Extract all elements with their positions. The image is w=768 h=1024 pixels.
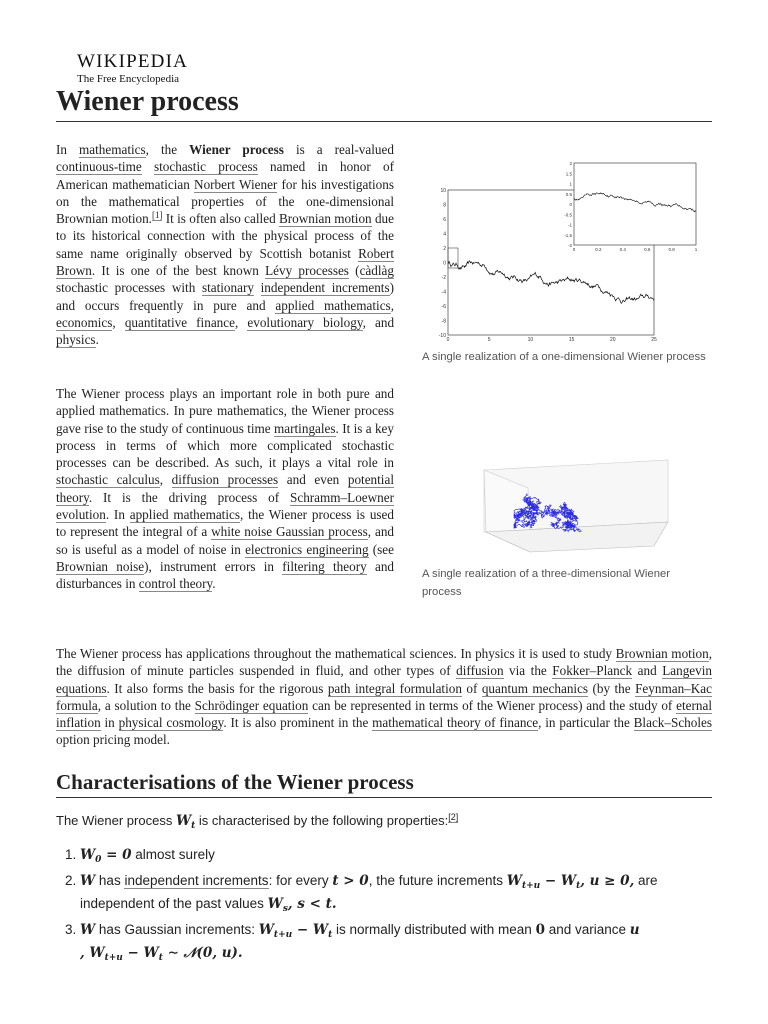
link-mathematical-finance[interactable]: mathematical theory of finance bbox=[372, 715, 539, 731]
tick-label: 0 bbox=[446, 337, 450, 343]
tick-label: -4 bbox=[441, 289, 446, 296]
tick-label: 0 bbox=[443, 260, 446, 267]
tick-label: -0.5 bbox=[564, 212, 572, 218]
wikipedia-logo[interactable] bbox=[77, 52, 188, 86]
math-mean-0: 0 bbox=[535, 921, 545, 938]
math-wt: $W_t$ bbox=[175, 813, 196, 831]
tick-label: 0.8 bbox=[668, 247, 675, 252]
math-u: u bbox=[629, 921, 640, 938]
link-physical-cosmology[interactable]: physical cosmology bbox=[118, 715, 224, 731]
tick-label: 1 bbox=[694, 247, 698, 252]
plot-3d-wiener bbox=[422, 450, 712, 560]
tick-label: 0 bbox=[569, 202, 572, 207]
tick-label: 0.6 bbox=[644, 247, 651, 252]
math-w: W bbox=[80, 872, 96, 889]
link-electronics-engineering[interactable]: electronics engineering bbox=[245, 541, 369, 557]
property-3: 3. W has Gaussian increments: $W_{t+u} - W_t$ is normally distributed with mean 0 and variance u , $W_{t+u} - W_t$ ∼ 𝒩(0, u). bbox=[80, 921, 720, 968]
link-schramm-loewner-evolution[interactable]: Schramm–Loewner evolution bbox=[56, 489, 394, 523]
role-paragraph: The Wiener process plays an important role in both pure and applied mathematics. In pure mathematics, the Wiener process gave rise to the study of continuous time martingales. It is a key process in terms of which more complicated stochastic processes can be described. As such, it plays a vital role in stochastic calculus, diffusion processes and even potential theory. It is the driving process of Schramm–Loewner evolution. In applied mathematics, the Wiener process is used to represent the integral of a white noise Gaussian process, and so is useful as a model of noise in electronics engineering (see Brownian noise), instrument errors in filtering theory and disturbances in control theory. bbox=[56, 386, 395, 592]
tick-label: -1 bbox=[567, 222, 572, 228]
link-applied-mathematics[interactable]: applied mathematics bbox=[275, 297, 391, 313]
link-white-noise[interactable]: white noise Gaussian process bbox=[211, 524, 368, 540]
link-mathematics[interactable]: mathematics bbox=[79, 142, 146, 157]
math-increment: $W_{t+u} - W_t$, u ≥ 0, bbox=[506, 872, 635, 891]
link-evolutionary-biology[interactable]: evolutionary biology bbox=[247, 314, 363, 330]
link-control-theory[interactable]: control theory bbox=[138, 576, 213, 592]
link-brownian-motion-2[interactable]: Brownian motion bbox=[615, 646, 709, 661]
tick-label: 25 bbox=[651, 337, 657, 343]
link-fokker-planck[interactable]: Fokker–Planck bbox=[552, 663, 633, 679]
link-stochastic-calculus[interactable]: stochastic calculus bbox=[56, 472, 160, 488]
math-w-2: W bbox=[80, 921, 96, 938]
tick-label: -8 bbox=[441, 318, 446, 325]
link-quantum-mechanics[interactable]: quantum mechanics bbox=[481, 680, 589, 696]
main-y-ticks bbox=[439, 188, 446, 339]
math-gaussian-increment: $W_{t+u} - W_t$ bbox=[258, 921, 333, 940]
link-physics[interactable]: physics bbox=[56, 332, 96, 348]
link-feynman-kac-formula[interactable]: Feynman–Kac formula bbox=[56, 680, 712, 713]
link-independent-increments-2[interactable]: independent increments bbox=[124, 872, 269, 888]
tick-label: 0.5 bbox=[565, 191, 572, 197]
wikipedia-tagline: The Free Encyclopedia bbox=[77, 73, 180, 85]
properties-list bbox=[56, 846, 720, 970]
tick-label: 0.2 bbox=[595, 247, 602, 252]
math-normal-distribution: , $W_{t+u} - W_t$ ∼ 𝒩(0, u). bbox=[80, 945, 243, 963]
ref-2[interactable]: [2] bbox=[448, 811, 459, 822]
tick-label: 6 bbox=[443, 217, 446, 223]
link-potential-theory[interactable]: potential theory bbox=[56, 472, 394, 505]
tick-label: 0 bbox=[572, 247, 576, 252]
ref-1[interactable]: [1] bbox=[151, 209, 163, 220]
tick-label: 4 bbox=[443, 231, 446, 238]
tick-label: -1.5 bbox=[564, 232, 572, 238]
link-stochastic-process[interactable]: stochastic process bbox=[153, 159, 258, 175]
tick-label: 20 bbox=[610, 337, 616, 343]
link-stationary[interactable]: stationary bbox=[201, 280, 254, 296]
link-robert-brown[interactable]: Robert Brown bbox=[56, 245, 394, 279]
tick-label: 1 bbox=[569, 181, 572, 187]
tick-label: 1.5 bbox=[565, 171, 572, 177]
link-martingales[interactable]: martingales bbox=[274, 420, 336, 436]
intro-paragraph: In mathematics, the Wiener process is a real-valued continuous-time stochastic process named in honor of American mathematician Norbert Wiener for his investigations on the mathematical properties of the one-dimensional Brownian motion.[1] It is often also called Brownian motion due to its historical connection with the physical process of the same name originally observed by Scottish botanist Robert Brown. It is one of the best known Lévy processes (càdlàg stochastic processes with stationary independent increments) and occurs frequently in pure and applied mathematics, economics, quantitative finance, evolutionary biology, and physics. bbox=[56, 142, 395, 348]
page-title: Wiener process bbox=[56, 84, 712, 122]
link-independent-increments[interactable]: independent increments bbox=[260, 280, 390, 296]
plot-1d-wiener bbox=[422, 158, 712, 343]
math-past-values: $W_s$, s < t. bbox=[267, 896, 337, 914]
main-x-ticks bbox=[447, 337, 657, 343]
tick-label: 2 bbox=[443, 246, 446, 252]
tick-label: 10 bbox=[440, 188, 446, 194]
link-schrodinger-equation[interactable]: Schrödinger equation bbox=[194, 697, 309, 713]
characterisation-intro: The Wiener process $W_t$ is characterised by the following properties:[2] bbox=[56, 811, 459, 831]
inset-plot-frame bbox=[574, 163, 696, 245]
tick-label: -2 bbox=[567, 243, 572, 248]
tick-label: 15 bbox=[568, 337, 575, 343]
link-quantitative-finance[interactable]: quantitative finance bbox=[124, 314, 235, 330]
link-applied-mathematics-2[interactable]: applied mathematics bbox=[129, 507, 241, 523]
link-brownian-noise[interactable]: Brownian noise bbox=[56, 558, 145, 574]
figure-1d-wiener[interactable] bbox=[422, 158, 712, 366]
figure-3d-wiener[interactable] bbox=[422, 450, 712, 601]
tick-label: 5 bbox=[487, 337, 491, 343]
property-2: 2. W has independent increments: for every t > 0, the future increments $W_{t+u} - W_t$, u ≥ 0, are independent of the past values $W_s$, s < t. bbox=[80, 872, 720, 919]
wikipedia-wordmark: WIKIPEDIA bbox=[77, 51, 189, 72]
figure-1-caption: A single realization of a one-dimensional Wiener process bbox=[422, 351, 706, 363]
tick-label: 10 bbox=[527, 337, 534, 343]
link-norbert-wiener[interactable]: Norbert Wiener bbox=[194, 176, 278, 192]
link-diffusion-processes[interactable]: diffusion processes bbox=[171, 472, 279, 488]
link-economics[interactable]: economics bbox=[56, 314, 113, 330]
applications-paragraph: The Wiener process has applications throughout the mathematical sciences. In physics it is used to study Brownian motion, the diffusion of minute particles suspended in fluid, and other types of diffusion via the Fokker–Planck and Langevin equations. It also forms the basis for the rigorous path integral formulation of quantum mechanics (by the Feynman–Kac formula, a solution to the Schrödinger equation can be represented in terms of the Wiener process) and the study of eternal inflation in physical cosmology. It is also prominent in the mathematical theory of finance, in particular the Black–Scholes option pricing model. bbox=[56, 646, 713, 748]
link-brownian-motion[interactable]: Brownian motion bbox=[278, 211, 372, 227]
term-wiener-process: Wiener process bbox=[189, 142, 284, 157]
tick-label: 0.4 bbox=[619, 247, 626, 252]
tick-label: -10 bbox=[438, 333, 446, 339]
link-filtering-theory[interactable]: filtering theory bbox=[282, 558, 367, 574]
property-1: 1. $W_0 = 0$ almost surely bbox=[80, 846, 720, 870]
link-eternal-inflation[interactable]: eternal inflation bbox=[56, 697, 712, 731]
link-levy-processes[interactable]: Lévy processes bbox=[265, 263, 349, 279]
link-continuous-time[interactable]: continuous-time bbox=[56, 159, 142, 175]
figure-2-caption: A single realization of a three-dimensional Wiener process bbox=[422, 568, 671, 598]
link-langevin-equations[interactable]: Langevin equations bbox=[56, 663, 712, 696]
tick-label: 2 bbox=[569, 161, 572, 166]
link-diffusion[interactable]: diffusion bbox=[456, 663, 504, 679]
tick-label: -6 bbox=[441, 304, 446, 310]
tick-label: -2 bbox=[441, 275, 446, 281]
link-path-integral-formulation[interactable]: path integral formulation bbox=[327, 680, 462, 696]
math-w0-eq-0: $W_0 = 0$ bbox=[80, 847, 132, 865]
section-heading-characterisations: Characterisations of the Wiener process bbox=[56, 768, 712, 798]
tick-label: 8 bbox=[443, 202, 446, 209]
link-black-scholes[interactable]: Black–Scholes bbox=[633, 715, 713, 731]
math-t-gt-0: t > 0 bbox=[332, 872, 369, 889]
link-cadlag[interactable]: càdlàg bbox=[359, 263, 394, 279]
